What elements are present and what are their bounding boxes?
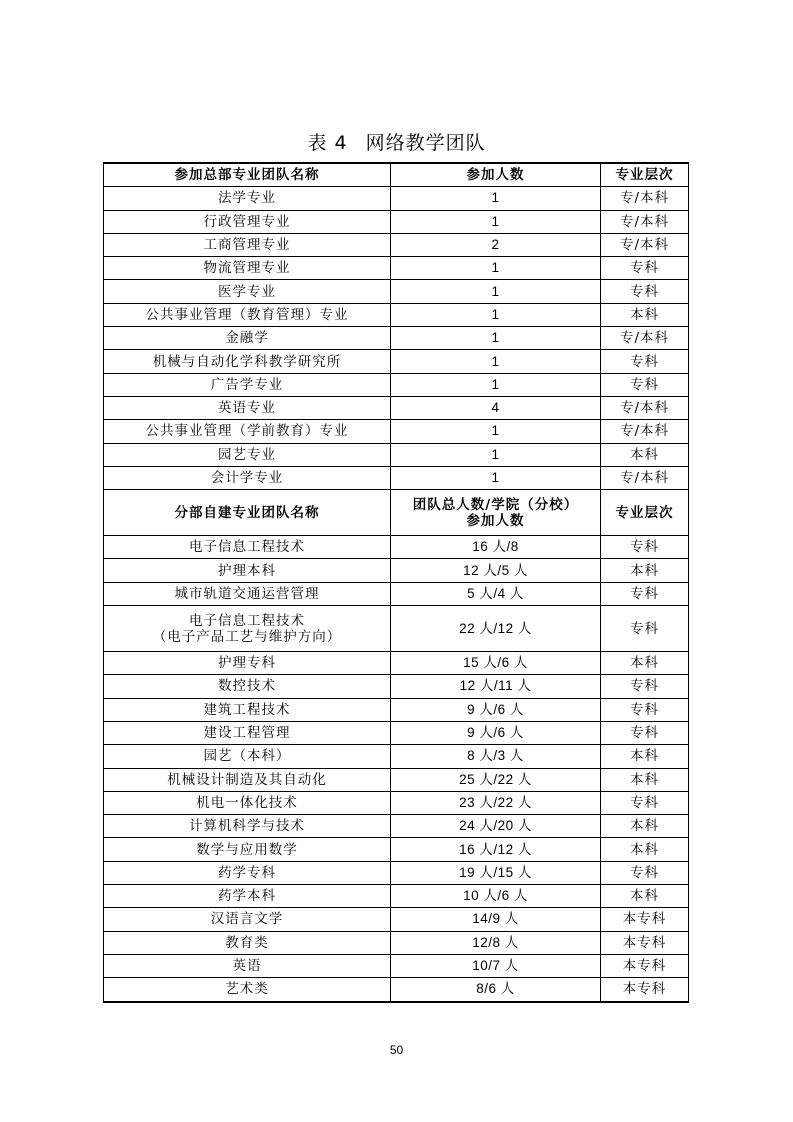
level-cell: 本科 [601, 885, 689, 908]
team-name-cell: 建设工程管理 [104, 721, 391, 744]
team-name-cell: 会计学专业 [104, 466, 391, 489]
level-cell: 本科 [601, 652, 689, 675]
count-cell: 1 [391, 210, 601, 233]
network-teaching-team-table [103, 162, 689, 1003]
table-row [104, 582, 689, 605]
team-name-cell: 物流管理专业 [104, 257, 391, 280]
team-name-cell: 教育类 [104, 931, 391, 954]
level-cell: 专科 [601, 675, 689, 698]
level-cell: 专科 [601, 861, 689, 884]
level-cell: 本科 [601, 443, 689, 466]
level-cell: 专/本科 [601, 210, 689, 233]
team-name-cell: 建筑工程技术 [104, 698, 391, 721]
table-row [104, 396, 689, 419]
table-row [104, 768, 689, 791]
count-cell: 2 [391, 233, 601, 256]
page-number: 50 [389, 1043, 404, 1057]
level-cell: 本专科 [601, 908, 689, 931]
table-row [104, 908, 689, 931]
table-row [104, 978, 689, 1002]
count-cell: 8 人/3 人 [391, 745, 601, 768]
table-row [104, 187, 689, 210]
count-cell: 25 人/22 人 [391, 768, 601, 791]
level-cell: 本科 [601, 559, 689, 582]
table-row [104, 210, 689, 233]
count-cell: 16 人/8 [391, 536, 601, 559]
table-row [104, 327, 689, 350]
count-cell: 5 人/4 人 [391, 582, 601, 605]
table-row [104, 954, 689, 977]
count-cell: 14/9 人 [391, 908, 601, 931]
table-row [104, 350, 689, 373]
count-cell: 4 [391, 396, 601, 419]
team-name-cell: 园艺（本科） [104, 745, 391, 768]
header-line: 参加人数 [466, 512, 525, 529]
count-cell: 10/7 人 [391, 954, 601, 977]
table-row [104, 745, 689, 768]
table-title [0, 128, 793, 155]
team-name-cell: 数控技术 [104, 675, 391, 698]
team-name-cell: 护理本科 [104, 559, 391, 582]
team-name-cell: 计算机科学与技术 [104, 815, 391, 838]
level-cell: 本科 [601, 745, 689, 768]
level-cell: 专/本科 [601, 396, 689, 419]
team-name-cell: 工商管理专业 [104, 233, 391, 256]
header-cell: 参加总部专业团队名称 [104, 163, 391, 187]
table-row [104, 303, 689, 326]
team-name-cell: 数学与应用数学 [104, 838, 391, 861]
count-cell: 1 [391, 187, 601, 210]
table-row [104, 931, 689, 954]
table-row [104, 536, 689, 559]
team-name-cell [104, 606, 391, 652]
count-cell: 12 人/11 人 [391, 675, 601, 698]
level-cell: 专科 [601, 698, 689, 721]
count-cell: 9 人/6 人 [391, 698, 601, 721]
level-cell: 本专科 [601, 978, 689, 1002]
team-name-line: 电子信息工程技术 [189, 612, 305, 629]
count-cell: 24 人/20 人 [391, 815, 601, 838]
table-row [104, 420, 689, 443]
table-row [104, 443, 689, 466]
count-cell: 1 [391, 257, 601, 280]
team-name-cell: 公共事业管理（教育管理）专业 [104, 303, 391, 326]
level-cell: 专科 [601, 257, 689, 280]
count-cell: 12 人/5 人 [391, 559, 601, 582]
team-name-cell: 广告学专业 [104, 373, 391, 396]
table-title-text: 网络教学团队 [365, 132, 486, 154]
level-cell: 专科 [601, 791, 689, 814]
table-row [104, 815, 689, 838]
count-cell: 1 [391, 466, 601, 489]
count-cell: 1 [391, 373, 601, 396]
table-row [104, 373, 689, 396]
team-name-cell: 园艺专业 [104, 443, 391, 466]
count-cell: 19 人/15 人 [391, 861, 601, 884]
table-row [104, 721, 689, 744]
level-cell: 专科 [601, 721, 689, 744]
count-cell: 16 人/12 人 [391, 838, 601, 861]
level-cell: 专科 [601, 373, 689, 396]
level-cell: 专/本科 [601, 327, 689, 350]
team-name-cell: 机械设计制造及其自动化 [104, 768, 391, 791]
table-row [104, 606, 689, 652]
table-row [104, 280, 689, 303]
table-row [104, 838, 689, 861]
level-cell: 专/本科 [601, 187, 689, 210]
header-cell: 专业层次 [601, 490, 689, 536]
table-row [104, 861, 689, 884]
level-cell: 专/本科 [601, 420, 689, 443]
level-cell: 专科 [601, 606, 689, 652]
header-cell: 分部自建专业团队名称 [104, 490, 391, 536]
team-name-cell: 汉语言文学 [104, 908, 391, 931]
level-cell: 专科 [601, 582, 689, 605]
table-row [104, 652, 689, 675]
team-name-cell: 金融学 [104, 327, 391, 350]
level-cell: 专科 [601, 536, 689, 559]
table-title-prefix: 表 4 [307, 132, 348, 154]
level-cell: 本科 [601, 303, 689, 326]
team-name-cell: 艺术类 [104, 978, 391, 1002]
team-name-cell: 法学专业 [104, 187, 391, 210]
level-cell: 本专科 [601, 954, 689, 977]
level-cell: 专/本科 [601, 466, 689, 489]
level-cell: 本科 [601, 815, 689, 838]
header-cell-two-line [391, 490, 601, 536]
team-name-cell: 机械与自动化学科教学研究所 [104, 350, 391, 373]
count-cell: 1 [391, 327, 601, 350]
table-row [104, 257, 689, 280]
count-cell: 1 [391, 350, 601, 373]
level-cell: 本科 [601, 768, 689, 791]
table-row [104, 233, 689, 256]
header-cell: 专业层次 [601, 163, 689, 187]
header-row-branch [104, 490, 689, 536]
level-cell: 本科 [601, 838, 689, 861]
count-cell: 12/8 人 [391, 931, 601, 954]
header-cell: 参加人数 [391, 163, 601, 187]
team-name-cell: 行政管理专业 [104, 210, 391, 233]
team-name-cell: 护理专科 [104, 652, 391, 675]
count-cell: 15 人/6 人 [391, 652, 601, 675]
team-name-line: （电子产品工艺与维护方向） [152, 628, 342, 645]
team-name-cell: 英语 [104, 954, 391, 977]
team-name-cell: 城市轨道交通运营管理 [104, 582, 391, 605]
count-cell: 1 [391, 443, 601, 466]
count-cell: 22 人/12 人 [391, 606, 601, 652]
table-row [104, 791, 689, 814]
level-cell: 专科 [601, 350, 689, 373]
team-name-cell: 公共事业管理（学前教育）专业 [104, 420, 391, 443]
count-cell: 23 人/22 人 [391, 791, 601, 814]
header-row-hq [104, 163, 689, 187]
count-cell: 10 人/6 人 [391, 885, 601, 908]
team-name-cell: 机电一体化技术 [104, 791, 391, 814]
level-cell: 专/本科 [601, 233, 689, 256]
level-cell: 本专科 [601, 931, 689, 954]
team-name-cell: 英语专业 [104, 396, 391, 419]
team-name-cell: 医学专业 [104, 280, 391, 303]
count-cell: 1 [391, 280, 601, 303]
team-name-cell: 电子信息工程技术 [104, 536, 391, 559]
team-name-cell: 药学专科 [104, 861, 391, 884]
header-line: 团队总人数/学院（分校） [412, 496, 579, 513]
level-cell: 专科 [601, 280, 689, 303]
table-row [104, 698, 689, 721]
team-name-cell: 药学本科 [104, 885, 391, 908]
count-cell: 9 人/6 人 [391, 721, 601, 744]
table-row [104, 885, 689, 908]
count-cell: 1 [391, 420, 601, 443]
count-cell: 1 [391, 303, 601, 326]
count-cell: 8/6 人 [391, 978, 601, 1002]
table-row [104, 675, 689, 698]
table-row [104, 559, 689, 582]
table-row [104, 466, 689, 489]
